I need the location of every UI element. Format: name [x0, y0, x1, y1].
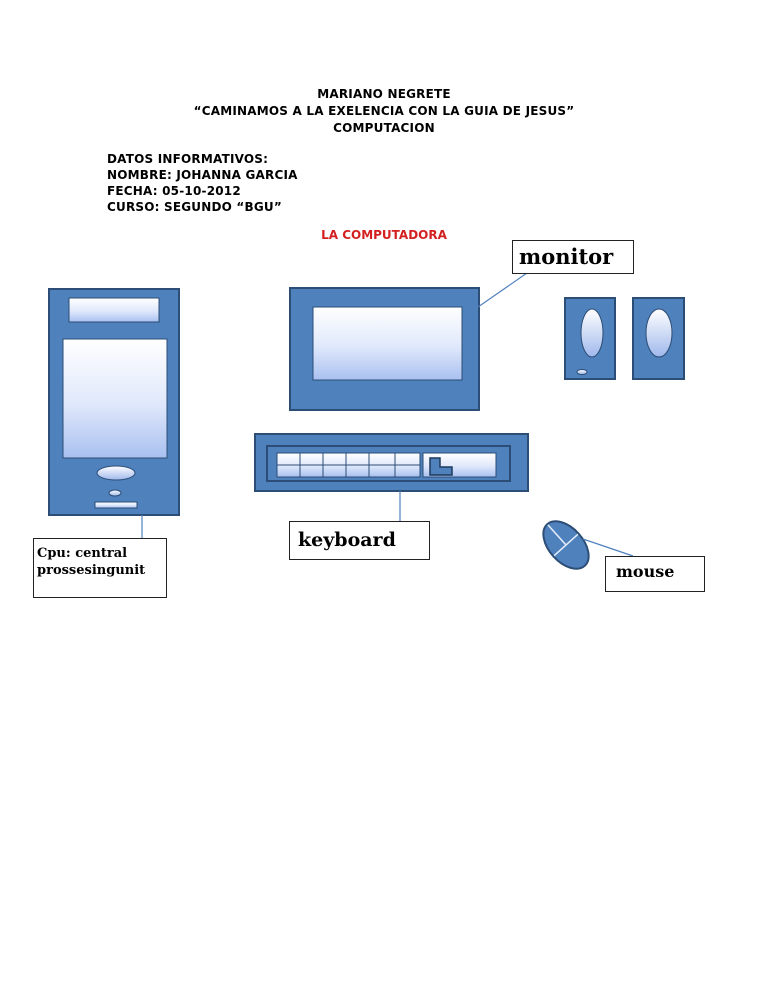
speaker-right	[633, 298, 684, 379]
monitor-label: monitor	[512, 240, 634, 274]
cpu-label	[33, 538, 167, 598]
info-course: CURSO: SEGUNDO “BGU”	[107, 200, 282, 214]
speaker-left	[565, 298, 615, 379]
info-heading: DATOS INFORMATIVOS:	[107, 152, 269, 166]
motto: “CAMINAMOS A LA EXELENCIA CON LA GUIA DE JESUS”	[193, 104, 575, 118]
keyboard-device	[255, 434, 528, 491]
school-name: MARIANO NEGRETE	[317, 87, 451, 101]
mouse-label: mouse	[605, 556, 705, 592]
cpu-tower	[49, 289, 179, 515]
monitor-device	[290, 288, 479, 410]
cpu-label-line2: prossesingunit	[37, 563, 146, 578]
info-date: FECHA: 05-10-2012	[107, 184, 241, 198]
subject: COMPUTACION	[333, 121, 435, 135]
mouse-connector	[583, 539, 633, 556]
info-name: NOMBRE: JOHANNA GARCIA	[107, 168, 298, 182]
monitor-connector	[478, 273, 527, 307]
keyboard-label: keyboard	[289, 521, 430, 560]
section-title: LA COMPUTADORA	[321, 228, 447, 242]
mouse-device	[535, 513, 598, 577]
cpu-label-line1: Cpu: central	[37, 546, 128, 561]
